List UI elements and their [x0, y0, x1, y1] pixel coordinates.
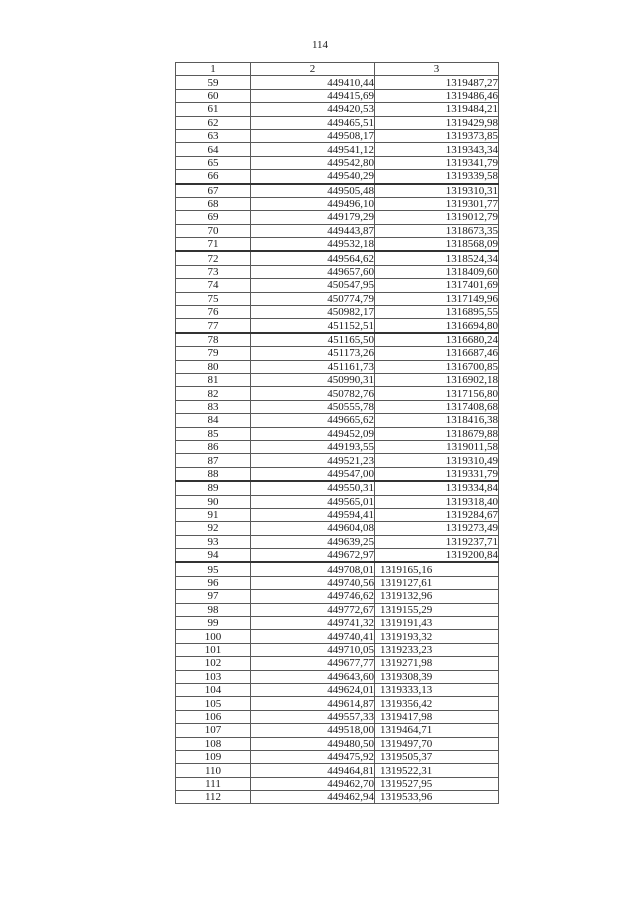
y-coordinate-cell: 1319533,96: [375, 791, 499, 804]
x-coordinate-cell: 450782,76: [251, 387, 375, 400]
table-row: [176, 791, 499, 804]
point-number-cell: 108: [176, 737, 251, 750]
point-number-cell: 65: [176, 156, 251, 169]
y-coordinate-cell: 1318416,38: [375, 414, 499, 427]
x-coordinate-cell: 451165,50: [251, 333, 375, 347]
page-number: 114: [311, 39, 329, 51]
table-row: [176, 481, 499, 495]
table-row: [176, 265, 499, 278]
y-coordinate-cell: 1316895,55: [375, 306, 499, 319]
x-coordinate-cell: 449643,60: [251, 670, 375, 683]
y-coordinate-cell: 1319487,27: [375, 76, 499, 89]
y-coordinate-cell: 1319284,67: [375, 508, 499, 521]
x-coordinate-cell: 449740,41: [251, 630, 375, 643]
table-row: [176, 467, 499, 481]
y-coordinate-cell: 1319484,21: [375, 103, 499, 116]
point-number-cell: 80: [176, 360, 251, 373]
x-coordinate-cell: 449604,08: [251, 522, 375, 535]
table-row: [176, 590, 499, 603]
x-coordinate-cell: 449532,18: [251, 238, 375, 252]
x-coordinate-cell: 449746,62: [251, 590, 375, 603]
y-coordinate-cell: 1319497,70: [375, 737, 499, 750]
table-row: [176, 319, 499, 333]
column-header-point-number: 1: [176, 63, 251, 76]
x-coordinate-cell: 449452,09: [251, 427, 375, 440]
table-row: [176, 156, 499, 169]
y-coordinate-cell: 1317408,68: [375, 400, 499, 413]
x-coordinate-cell: 449410,44: [251, 76, 375, 89]
y-coordinate-cell: 1319331,79: [375, 467, 499, 481]
point-number-cell: 84: [176, 414, 251, 427]
y-coordinate-cell: 1319012,79: [375, 211, 499, 224]
y-coordinate-cell: 1319165,16: [375, 562, 499, 576]
x-coordinate-cell: 449594,41: [251, 508, 375, 521]
table-row: [176, 737, 499, 750]
x-coordinate-cell: 449179,29: [251, 211, 375, 224]
y-coordinate-cell: 1319334,84: [375, 481, 499, 495]
table-row: [176, 508, 499, 521]
point-number-cell: 99: [176, 617, 251, 630]
point-number-cell: 89: [176, 481, 251, 495]
x-coordinate-cell: 449614,87: [251, 697, 375, 710]
point-number-cell: 74: [176, 279, 251, 292]
point-number-cell: 73: [176, 265, 251, 278]
point-number-cell: 92: [176, 522, 251, 535]
point-number-cell: 111: [176, 777, 251, 790]
point-number-cell: 109: [176, 750, 251, 763]
y-coordinate-cell: 1319522,31: [375, 764, 499, 777]
x-coordinate-cell: 449550,31: [251, 481, 375, 495]
point-number-cell: 81: [176, 373, 251, 386]
y-coordinate-cell: 1319191,43: [375, 617, 499, 630]
y-coordinate-cell: 1319200,84: [375, 549, 499, 563]
x-coordinate-cell: 449475,92: [251, 750, 375, 763]
table-row: [176, 657, 499, 670]
table-row: [176, 279, 499, 292]
y-coordinate-cell: 1319310,31: [375, 184, 499, 198]
table-row: [176, 197, 499, 210]
x-coordinate-cell: 449462,70: [251, 777, 375, 790]
y-coordinate-cell: 1319271,98: [375, 657, 499, 670]
y-coordinate-cell: 1318679,88: [375, 427, 499, 440]
y-coordinate-cell: 1319310,49: [375, 454, 499, 467]
y-coordinate-cell: 1319333,13: [375, 683, 499, 696]
table-row: [176, 414, 499, 427]
table-row: [176, 750, 499, 763]
point-number-cell: 76: [176, 306, 251, 319]
x-coordinate-cell: 449564,62: [251, 251, 375, 265]
y-coordinate-cell: 1319505,37: [375, 750, 499, 763]
y-coordinate-cell: 1318409,60: [375, 265, 499, 278]
point-number-cell: 72: [176, 251, 251, 265]
x-coordinate-cell: 449496,10: [251, 197, 375, 210]
table-row: [176, 224, 499, 237]
point-number-cell: 102: [176, 657, 251, 670]
x-coordinate-cell: 449521,23: [251, 454, 375, 467]
table-row: [176, 764, 499, 777]
point-number-cell: 85: [176, 427, 251, 440]
table-row: [176, 76, 499, 89]
table-row: [176, 238, 499, 252]
y-coordinate-cell: 1319193,32: [375, 630, 499, 643]
point-number-cell: 64: [176, 143, 251, 156]
y-coordinate-cell: 1319318,40: [375, 495, 499, 508]
table-row: [176, 535, 499, 548]
table-row: [176, 603, 499, 616]
x-coordinate-cell: 449772,67: [251, 603, 375, 616]
y-coordinate-cell: 1319011,58: [375, 440, 499, 453]
table-row: [176, 670, 499, 683]
table-row: [176, 522, 499, 535]
table-row: [176, 89, 499, 102]
y-coordinate-cell: 1316700,85: [375, 360, 499, 373]
y-coordinate-cell: 1319341,79: [375, 156, 499, 169]
table-row: [176, 643, 499, 656]
point-number-cell: 62: [176, 116, 251, 129]
point-number-cell: 69: [176, 211, 251, 224]
point-number-cell: 94: [176, 549, 251, 563]
point-number-cell: 104: [176, 683, 251, 696]
point-number-cell: 88: [176, 467, 251, 481]
point-number-cell: 98: [176, 603, 251, 616]
table-row: [176, 143, 499, 156]
y-coordinate-cell: 1319301,77: [375, 197, 499, 210]
x-coordinate-cell: 449665,62: [251, 414, 375, 427]
y-coordinate-cell: 1318673,35: [375, 224, 499, 237]
table-row: [176, 549, 499, 563]
point-number-cell: 96: [176, 576, 251, 589]
point-number-cell: 60: [176, 89, 251, 102]
y-coordinate-cell: 1319464,71: [375, 724, 499, 737]
x-coordinate-cell: 449740,56: [251, 576, 375, 589]
x-coordinate-cell: 451161,73: [251, 360, 375, 373]
table-row: [176, 440, 499, 453]
table-row: [176, 211, 499, 224]
x-coordinate-cell: 449505,48: [251, 184, 375, 198]
x-coordinate-cell: 449462,94: [251, 791, 375, 804]
table-row: [176, 400, 499, 413]
point-number-cell: 110: [176, 764, 251, 777]
point-number-cell: 95: [176, 562, 251, 576]
y-coordinate-cell: 1318568,09: [375, 238, 499, 252]
y-coordinate-cell: 1316687,46: [375, 347, 499, 360]
y-coordinate-cell: 1319429,98: [375, 116, 499, 129]
x-coordinate-cell: 449547,00: [251, 467, 375, 481]
point-number-cell: 71: [176, 238, 251, 252]
point-number-cell: 79: [176, 347, 251, 360]
x-coordinate-cell: 451152,51: [251, 319, 375, 333]
x-coordinate-cell: 449518,00: [251, 724, 375, 737]
x-coordinate-cell: 450555,78: [251, 400, 375, 413]
table-row: [176, 129, 499, 142]
column-header-x-coordinate: 2: [251, 63, 375, 76]
point-number-cell: 68: [176, 197, 251, 210]
y-coordinate-cell: 1319132,96: [375, 590, 499, 603]
y-coordinate-cell: 1319237,71: [375, 535, 499, 548]
x-coordinate-cell: 450547,95: [251, 279, 375, 292]
y-coordinate-cell: 1319273,49: [375, 522, 499, 535]
table-row: [176, 617, 499, 630]
table-row: [176, 103, 499, 116]
y-coordinate-cell: 1319127,61: [375, 576, 499, 589]
x-coordinate-cell: 449480,50: [251, 737, 375, 750]
point-number-cell: 93: [176, 535, 251, 548]
table-row: [176, 347, 499, 360]
x-coordinate-cell: 449677,77: [251, 657, 375, 670]
y-coordinate-cell: 1319373,85: [375, 129, 499, 142]
y-coordinate-cell: 1319339,58: [375, 170, 499, 184]
table-body: [176, 76, 499, 804]
table-row: [176, 387, 499, 400]
y-coordinate-cell: 1319155,29: [375, 603, 499, 616]
y-coordinate-cell: 1319486,46: [375, 89, 499, 102]
table-row: [176, 333, 499, 347]
y-coordinate-cell: 1319308,39: [375, 670, 499, 683]
point-number-cell: 101: [176, 643, 251, 656]
y-coordinate-cell: 1317401,69: [375, 279, 499, 292]
x-coordinate-cell: 449464,81: [251, 764, 375, 777]
y-coordinate-cell: 1319356,42: [375, 697, 499, 710]
x-coordinate-cell: 450774,79: [251, 292, 375, 305]
x-coordinate-cell: 449624,01: [251, 683, 375, 696]
y-coordinate-cell: 1316694,80: [375, 319, 499, 333]
x-coordinate-cell: 449420,53: [251, 103, 375, 116]
table-row: [176, 777, 499, 790]
x-coordinate-cell: 449542,80: [251, 156, 375, 169]
point-number-cell: 67: [176, 184, 251, 198]
table-row: [176, 630, 499, 643]
y-coordinate-cell: 1319233,23: [375, 643, 499, 656]
table-row: [176, 576, 499, 589]
point-number-cell: 77: [176, 319, 251, 333]
table-row: [176, 170, 499, 184]
x-coordinate-cell: 449415,69: [251, 89, 375, 102]
point-number-cell: 61: [176, 103, 251, 116]
x-coordinate-cell: 449540,29: [251, 170, 375, 184]
x-coordinate-cell: 450990,31: [251, 373, 375, 386]
point-number-cell: 97: [176, 590, 251, 603]
coordinates-table: [175, 62, 499, 804]
table-row: [176, 427, 499, 440]
x-coordinate-cell: 449541,12: [251, 143, 375, 156]
y-coordinate-cell: 1319527,95: [375, 777, 499, 790]
x-coordinate-cell: 450982,17: [251, 306, 375, 319]
point-number-cell: 83: [176, 400, 251, 413]
point-number-cell: 75: [176, 292, 251, 305]
point-number-cell: 107: [176, 724, 251, 737]
table-row: [176, 292, 499, 305]
x-coordinate-cell: 449710,05: [251, 643, 375, 656]
point-number-cell: 78: [176, 333, 251, 347]
point-number-cell: 100: [176, 630, 251, 643]
x-coordinate-cell: 449443,87: [251, 224, 375, 237]
point-number-cell: 105: [176, 697, 251, 710]
table-row: [176, 116, 499, 129]
x-coordinate-cell: 449193,55: [251, 440, 375, 453]
table-row: [176, 251, 499, 265]
x-coordinate-cell: 449657,60: [251, 265, 375, 278]
point-number-cell: 82: [176, 387, 251, 400]
point-number-cell: 103: [176, 670, 251, 683]
table-row: [176, 495, 499, 508]
point-number-cell: 91: [176, 508, 251, 521]
table-row: [176, 562, 499, 576]
x-coordinate-cell: 451173,26: [251, 347, 375, 360]
table-row: [176, 306, 499, 319]
table-row: [176, 683, 499, 696]
point-number-cell: 66: [176, 170, 251, 184]
point-number-cell: 59: [176, 76, 251, 89]
y-coordinate-cell: 1317149,96: [375, 292, 499, 305]
point-number-cell: 70: [176, 224, 251, 237]
y-coordinate-cell: 1316680,24: [375, 333, 499, 347]
point-number-cell: 86: [176, 440, 251, 453]
point-number-cell: 112: [176, 791, 251, 804]
table-header-row: [176, 63, 499, 76]
y-coordinate-cell: 1318524,34: [375, 251, 499, 265]
point-number-cell: 106: [176, 710, 251, 723]
y-coordinate-cell: 1316902,18: [375, 373, 499, 386]
y-coordinate-cell: 1317156,80: [375, 387, 499, 400]
x-coordinate-cell: 449672,97: [251, 549, 375, 563]
table-row: [176, 454, 499, 467]
x-coordinate-cell: 449465,51: [251, 116, 375, 129]
table-row: [176, 373, 499, 386]
x-coordinate-cell: 449741,32: [251, 617, 375, 630]
x-coordinate-cell: 449565,01: [251, 495, 375, 508]
column-header-y-coordinate: 3: [375, 63, 499, 76]
y-coordinate-cell: 1319343,34: [375, 143, 499, 156]
table-row: [176, 184, 499, 198]
point-number-cell: 87: [176, 454, 251, 467]
x-coordinate-cell: 449508,17: [251, 129, 375, 142]
table-row: [176, 724, 499, 737]
table-row: [176, 697, 499, 710]
x-coordinate-cell: 449557,33: [251, 710, 375, 723]
table-row: [176, 360, 499, 373]
point-number-cell: 63: [176, 129, 251, 142]
point-number-cell: 90: [176, 495, 251, 508]
x-coordinate-cell: 449639,25: [251, 535, 375, 548]
y-coordinate-cell: 1319417,98: [375, 710, 499, 723]
x-coordinate-cell: 449708,01: [251, 562, 375, 576]
table-row: [176, 710, 499, 723]
